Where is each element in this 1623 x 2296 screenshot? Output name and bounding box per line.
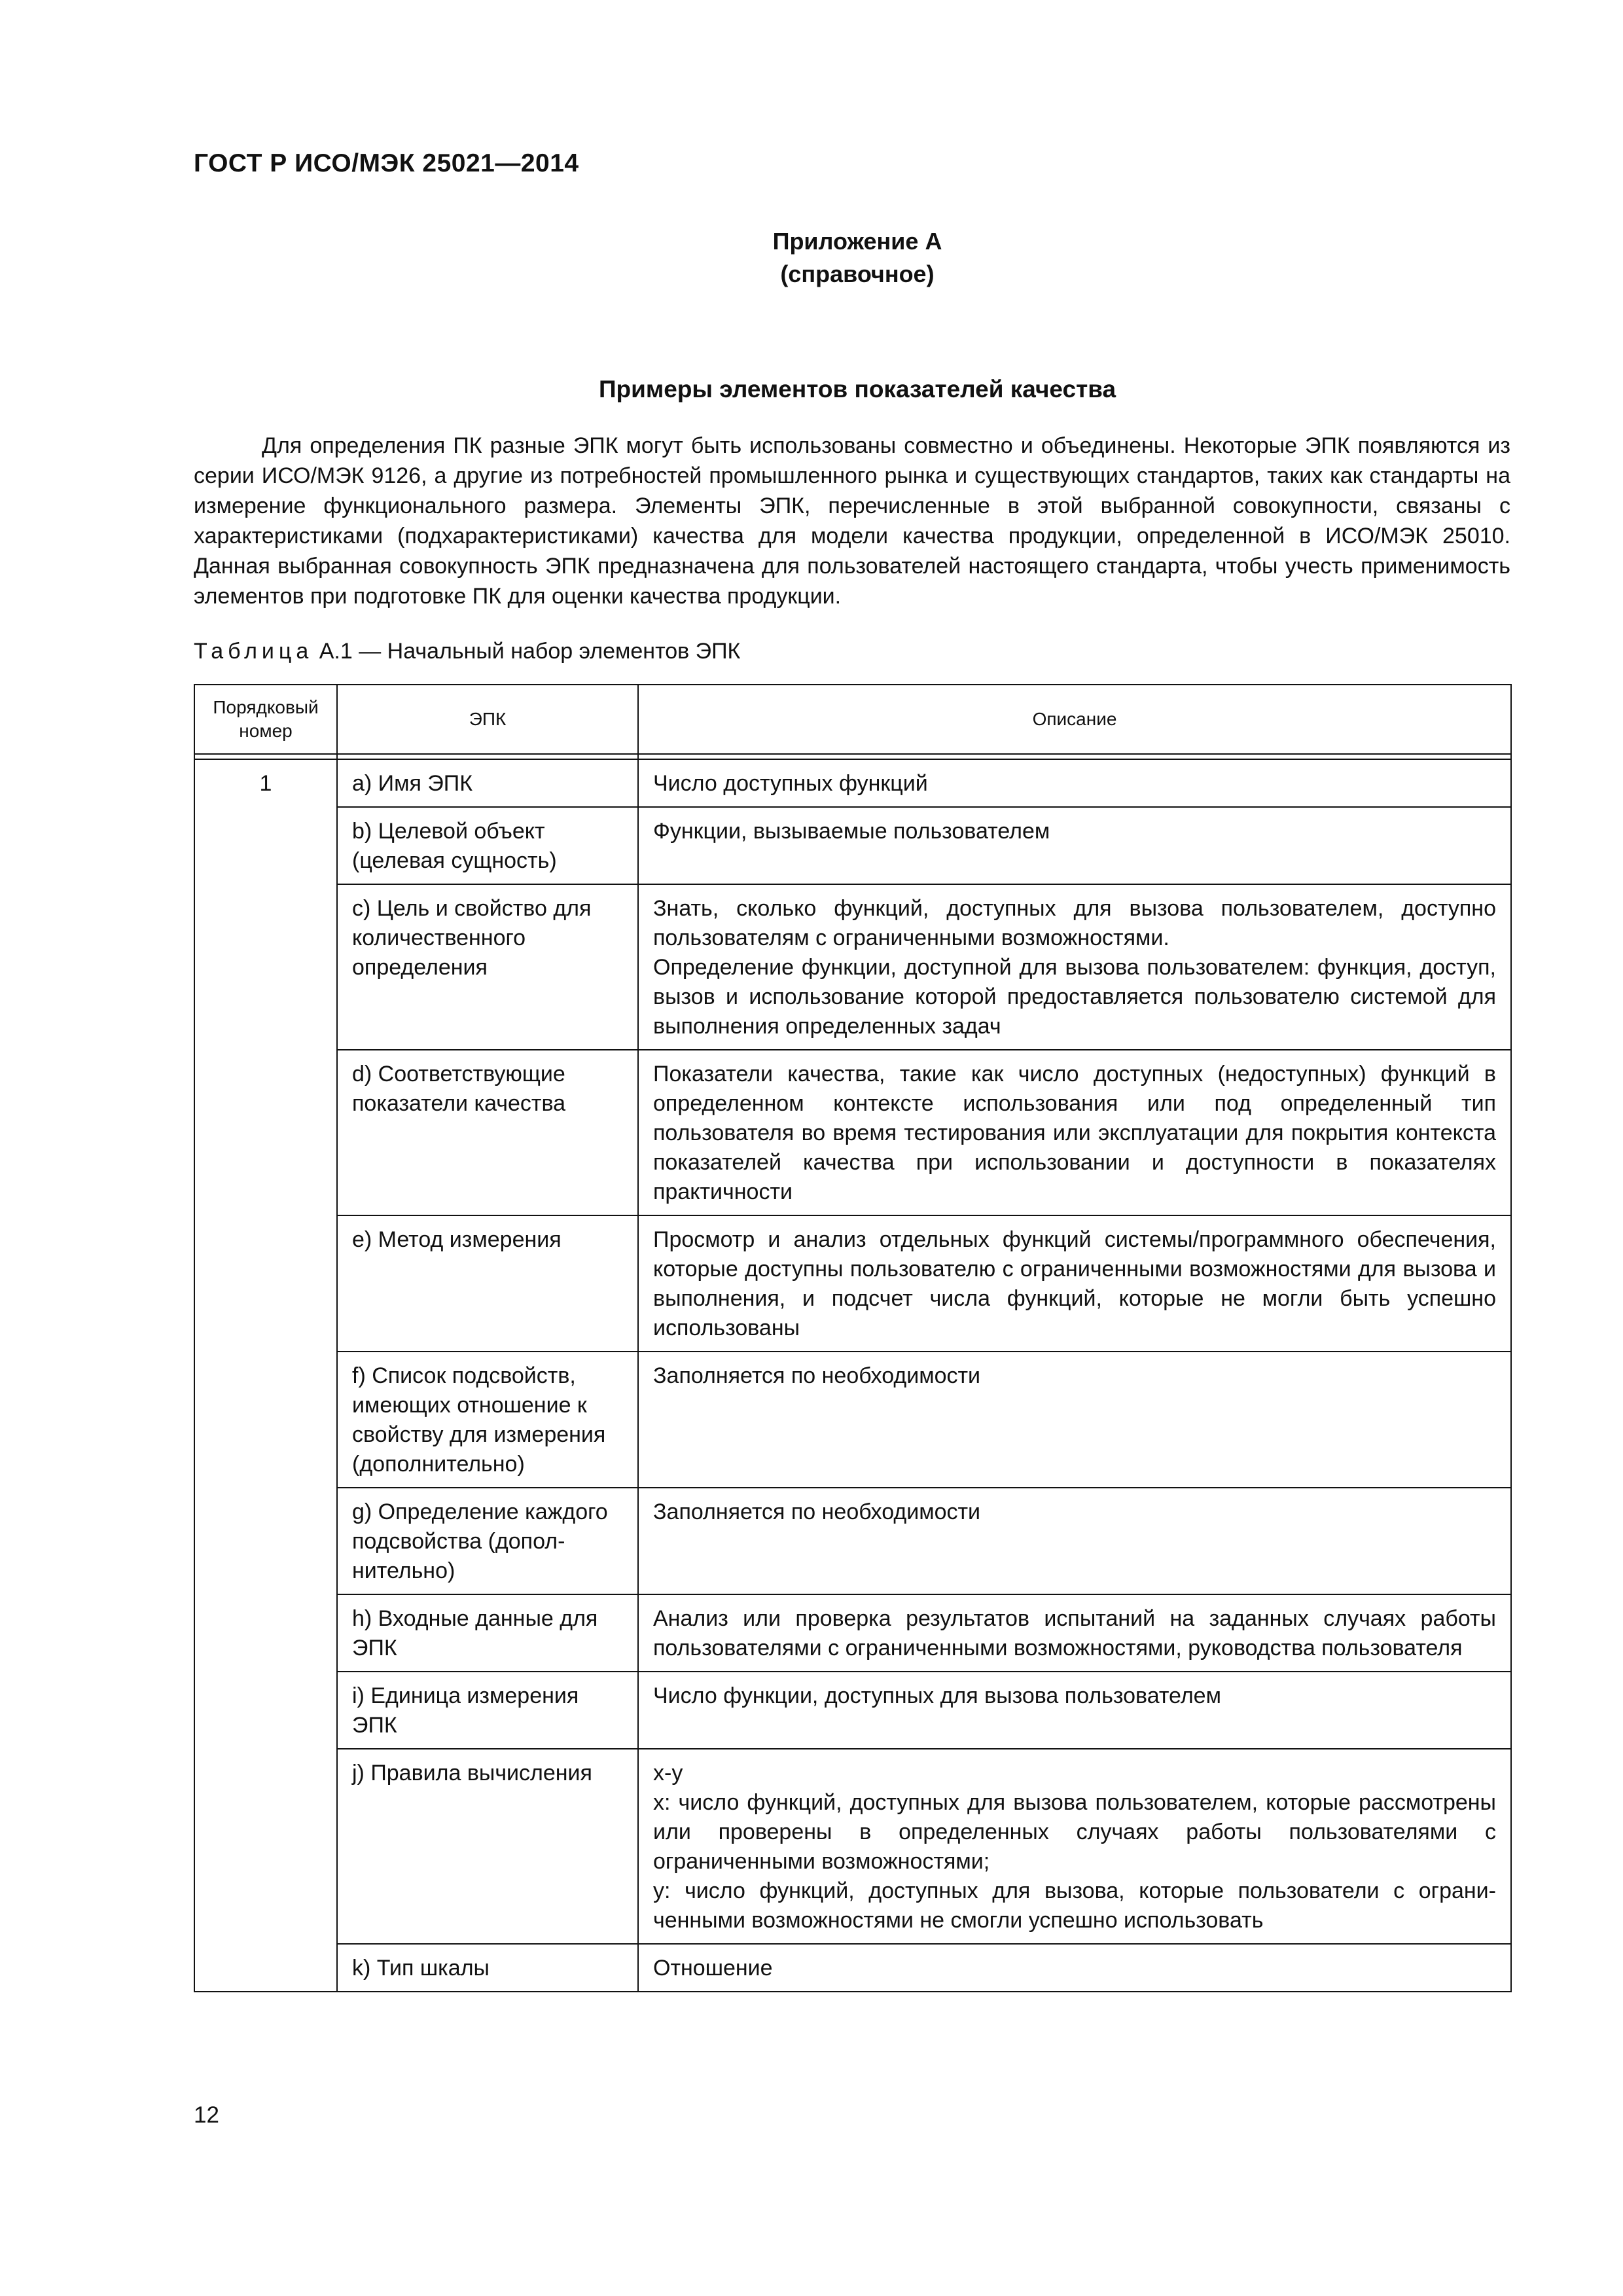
description-cell: Показатели качества, такие как число доступных (недоступных) функций в определенном контексте использования или под определенный тип пользователя во время тестирования или эксплуатации для покрытия контекста показателей качества при использовании и доступности в показателях практичности [638, 1050, 1511, 1215]
description-cell: Функции, вызываемые пользователем [638, 807, 1511, 884]
annex-heading [0, 225, 1623, 291]
table-row [194, 1749, 1511, 1944]
table-row [194, 1672, 1511, 1749]
page-number: 12 [194, 2102, 219, 2128]
row-number-cell: 1 [194, 759, 337, 807]
epk-cell: d) Соответствующие показатели качества [337, 1050, 638, 1215]
table-row [194, 1488, 1511, 1594]
header-separator [194, 754, 1511, 759]
table-body [194, 754, 1511, 1992]
header-number: Порядковый номер [194, 685, 337, 754]
description-cell: Знать, сколько функций, доступных для вызова пользователем, доступно пользователям с ограниченными возможностями. Определение функции, доступной для вызова пользователем: функция, доступ, вызов и использование которой предоставляется пользователю системой для выполнения определенных задач [638, 884, 1511, 1050]
description-cell: Отношение [638, 1944, 1511, 1992]
section-title: Примеры элементов показателей качества [598, 376, 1116, 403]
intro-paragraph: Для определения ПК разные ЭПК могут быть использованы совместно и объединены. Некоторые ЭПК появляются из серии ИСО/МЭК 9126, а другие из потребностей промышленного рынка и существующих стандартов, таких как стандарты на измерение функционального размера. Элементы ЭПК, перечисленные в этой выбранной совокупности, связаны с характеристиками (подхарактеристиками) качества для модели качества продукции, определенной в ИСО/МЭК 25010. Данная выбранная совокупность ЭПК предназначена для пользователей настоящего стандарта, чтобы учесть применимость элементов при подготовке ПК для оценки качества продукции. [194, 433, 1510, 609]
description-cell: Заполняется по необходимости [638, 1488, 1511, 1594]
epk-table [194, 684, 1512, 1992]
table-caption-label: Таблица [194, 639, 313, 664]
row-number-cell [194, 1672, 337, 1749]
table-row [194, 1944, 1511, 1992]
row-number-cell [194, 807, 337, 884]
row-number-cell [194, 884, 337, 1050]
table-row [194, 1215, 1511, 1352]
row-number-cell [194, 1594, 337, 1672]
epk-cell: g) Определение каждого подсвойства (дополнительно) [337, 1488, 638, 1594]
row-number-cell [194, 1352, 337, 1488]
description-cell: x-y x: число функций, доступных для вызова пользователем, которые рассмотрены или проверены в определенных случаях работы пользователями с ограниченными возможностями; y: число функций, доступных для вызова, которые пользователи с ограниченными возможностями не смогли успешно использовать [638, 1749, 1511, 1944]
epk-cell: h) Входные данные для ЭПК [337, 1594, 638, 1672]
table-caption [194, 639, 740, 664]
epk-cell: f) Список подсвойств, имеющих отношение к свойству для измерения (дополнительно) [337, 1352, 638, 1488]
description-cell: Заполняется по необходимости [638, 1352, 1511, 1488]
epk-cell: j) Правила вычисления [337, 1749, 638, 1944]
epk-cell: c) Цель и свойство для количественного определения [337, 884, 638, 1050]
row-number-cell [194, 1944, 337, 1992]
epk-cell: a) Имя ЭПК [337, 759, 638, 807]
description-cell: Анализ или проверка результатов испытаний на заданных случаях работы пользователями с ограниченными возможностями, руководства пользователя [638, 1594, 1511, 1672]
table-row [194, 1050, 1511, 1215]
row-number-cell [194, 1050, 337, 1215]
description-cell: Просмотр и анализ отдельных функций системы/программного обеспечения, которые доступны пользователю с ограниченными возможностями для вызова и выполнения, и подсчет числа функций, которые не могли быть успешно использованы [638, 1215, 1511, 1352]
table-caption-text: А.1 — Начальный набор элементов ЭПК [313, 639, 741, 664]
epk-cell: e) Метод измерения [337, 1215, 638, 1352]
table-row [194, 807, 1511, 884]
epk-cell: b) Целевой объект (целевая сущность) [337, 807, 638, 884]
epk-cell: i) Единица измерения ЭПК [337, 1672, 638, 1749]
table-row [194, 1594, 1511, 1672]
annex-status: (справочное) [780, 260, 935, 287]
description-cell: Число доступных функций [638, 759, 1511, 807]
row-number-cell [194, 1749, 337, 1944]
description-cell: Число функции, доступных для вызова пользователем [638, 1672, 1511, 1749]
header-epk: ЭПК [337, 685, 638, 754]
header-description: Описание [638, 685, 1511, 754]
table-row [194, 1352, 1511, 1488]
table-row [194, 884, 1511, 1050]
epk-cell: k) Тип шкалы [337, 1944, 638, 1992]
table-header-row [194, 685, 1511, 754]
table-row [194, 759, 1511, 807]
annex-title: Приложение А [772, 228, 942, 255]
row-number-cell [194, 1488, 337, 1594]
document-header: ГОСТ Р ИСО/МЭК 25021—2014 [194, 149, 579, 177]
row-number-cell [194, 1215, 337, 1352]
